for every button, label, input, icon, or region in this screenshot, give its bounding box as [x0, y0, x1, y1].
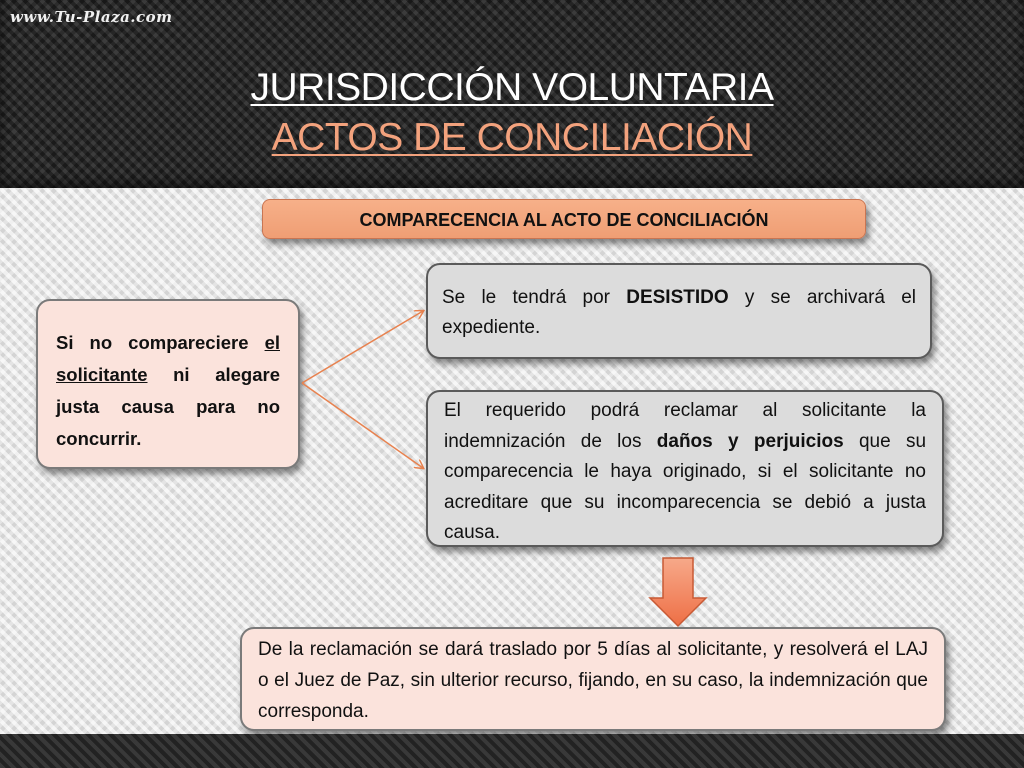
- outcome-desistido-box: [426, 263, 932, 359]
- result-box: De la reclamación se dará traslado por 5 días al solicitante, y resolverá el LAJ o el Juez de Paz, sin ulterior recurso, fijando, en su caso, la indemnización que corresponda.: [240, 627, 946, 731]
- outcome2-text-end: que su comparecencia le haya originado, si el solicitante no acreditare que su incomparecencia se debió a justa causa.: [444, 430, 927, 543]
- connector-arrow-lower: [302, 383, 423, 468]
- footer-logo: www.Tu-Plaza.com: [10, 8, 173, 26]
- outcome1-bold: DESISTIDO: [626, 287, 729, 308]
- outcome2-text-start: El requerido podrá reclamar al solicitante la indemnización de los: [444, 400, 926, 452]
- down-arrow-icon: [650, 558, 706, 626]
- footer-band: [0, 734, 1024, 768]
- slide-title: JURISDICCIÓN VOLUNTARIA: [250, 66, 774, 109]
- condition-underlined: el solicitante: [56, 332, 280, 385]
- slide-subtitle: ACTOS DE CONCILIACIÓN: [271, 116, 753, 159]
- connector-arrow-upper: [302, 311, 423, 383]
- condition-text-start: Si no compareciere: [56, 332, 265, 353]
- outcome1-text-start: Se le tendrá por: [442, 287, 627, 308]
- outcome1-text-end: y se archivará el expediente.: [442, 287, 916, 338]
- outcome-indemnizacion-box: [426, 390, 944, 547]
- outcome2-bold: daños y perjuicios: [656, 430, 844, 452]
- condition-text-end: ni alegare justa causa para no concurrir.: [56, 364, 280, 449]
- section-heading: COMPARECENCIA AL ACTO DE CONCILIACIÓN: [262, 199, 866, 239]
